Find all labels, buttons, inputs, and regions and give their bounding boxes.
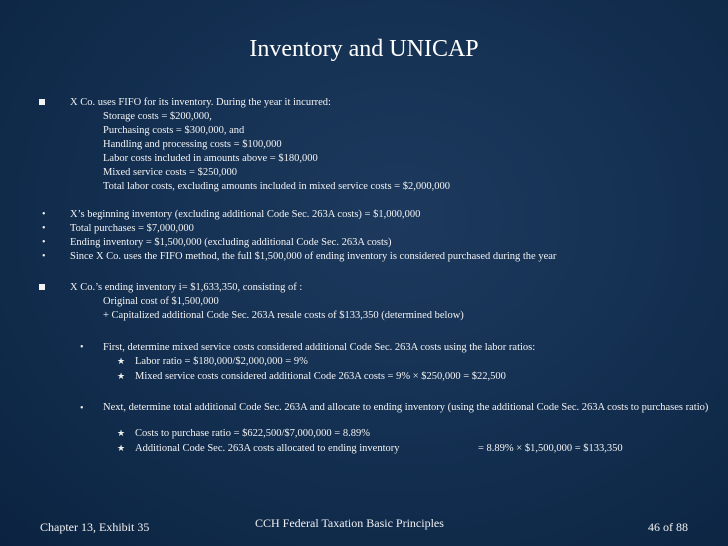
star-bullet-icon: ★	[117, 371, 126, 381]
dot-bullet-icon: •	[80, 342, 84, 353]
star-bullet-icon: ★	[117, 428, 126, 438]
square-bullet-icon	[39, 99, 45, 105]
step1-item: Labor ratio = $180,000/$2,000,000 = 9%	[135, 356, 308, 367]
cost-line: Purchasing costs = $300,000, and	[103, 125, 245, 136]
fact-line: X’s beginning inventory (excluding additional Code Sec. 263A costs) = $1,000,000	[70, 209, 421, 220]
dot-bullet-icon: •	[80, 403, 84, 414]
step2-item-value: = 8.89% × $1,500,000 = $133,350	[478, 443, 623, 454]
step2-item-label: Additional Code Sec. 263A costs allocated to ending inventory	[135, 443, 400, 454]
step2-item: Costs to purchase ratio = $622,500/$7,000,000 = 8.89%	[135, 428, 370, 439]
star-bullet-icon: ★	[117, 356, 126, 366]
cost-line: Mixed service costs = $250,000	[103, 167, 237, 178]
fact-line: Since X Co. uses the FIFO method, the full $1,500,000 of ending inventory is considered purchased during the year	[70, 251, 557, 262]
cost-line: Total labor costs, excluding amounts included in mixed service costs = $2,000,000	[103, 181, 450, 192]
fact-line: Ending inventory = $1,500,000 (excluding additional Code Sec. 263A costs)	[70, 237, 392, 248]
ending-line: + Capitalized additional Code Sec. 263A resale costs of $133,350 (determined below)	[103, 310, 464, 321]
fact-line: Total purchases = $7,000,000	[70, 223, 194, 234]
cost-line: Labor costs included in amounts above = $180,000	[103, 153, 318, 164]
slide-title: Inventory and UNICAP	[249, 36, 479, 62]
chapter-footer: Chapter 13, Exhibit 35	[40, 520, 150, 534]
ending-heading: X Co.’s ending inventory i= $1,633,350, consisting of :	[70, 282, 303, 293]
cost-line: Storage costs = $200,000,	[103, 111, 212, 122]
step1-item: Mixed service costs considered additional Code 263A costs = 9% × $250,000 = $22,500	[135, 371, 506, 382]
star-bullet-icon: ★	[117, 443, 126, 453]
course-footer: CCH Federal Taxation Basic Principles	[255, 516, 444, 530]
step2-text: Next, determine total additional Code Sec. 263A and allocate to ending inventory (using the additional Code Sec. 263A costs to purchases ratio)	[103, 402, 709, 413]
dot-bullet-icon: •	[42, 237, 46, 248]
step1-text: First, determine mixed service costs considered additional Code Sec. 263A costs using the labor ratios:	[103, 342, 536, 353]
ending-line: Original cost of $1,500,000	[103, 296, 219, 307]
dot-bullet-icon: •	[42, 209, 46, 220]
dot-bullet-icon: •	[42, 223, 46, 234]
intro-text: X Co. uses FIFO for its inventory. During the year it incurred:	[70, 97, 331, 108]
square-bullet-icon	[39, 284, 45, 290]
cost-line: Handling and processing costs = $100,000	[103, 139, 282, 150]
dot-bullet-icon: •	[42, 251, 46, 262]
page-number: 46 of 88	[648, 520, 688, 534]
